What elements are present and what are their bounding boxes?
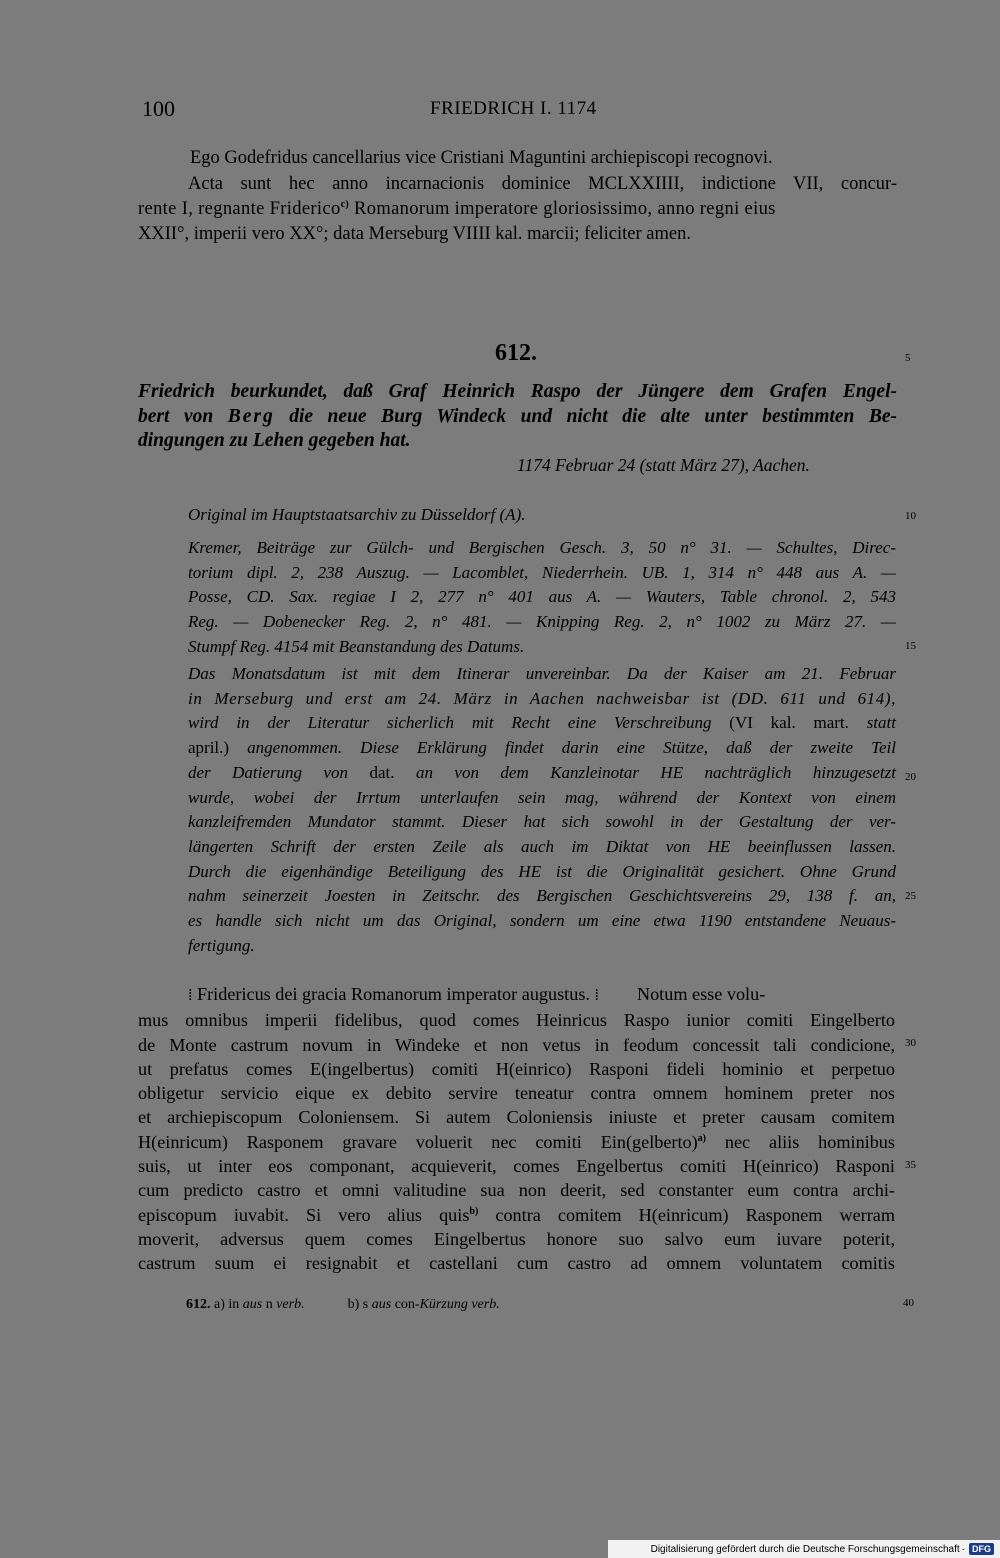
margin-line-number: 15 (905, 640, 916, 652)
editions-line-2: torium dipl. 2, 238 Auszug. — Lacomblet, Niederrhein. UB. 1, 314 n° 448 aus A. — (188, 562, 896, 582)
charter-line-10-b: contra comitem H(einricum) Rasponem werram (478, 1204, 895, 1225)
acta-line-2-text: rente I, regnante Friderico (138, 199, 341, 219)
footnote-b-con: con- (391, 1297, 420, 1312)
document-date: 1174 Februar 24 (statt März 27), Aachen. (517, 455, 810, 475)
footnote-a-label: a) in (214, 1297, 243, 1312)
acta-line-2-rest: Romanorum imperatore gloriosissimo, anno regni eius (349, 199, 776, 219)
margin-line-number: 20 (905, 771, 916, 783)
commentary-line-3-c: statt (848, 713, 896, 733)
summary-line-2 (138, 405, 897, 430)
commentary-line-4-b: angenommen. Diese Erklärung findet darin eine Stütze, daß der zweite Teil (229, 738, 896, 758)
commentary-line-7: kanzleifremden Mundator stammt. Dieser hat sich sowohl in der Gestaltung der ver- (188, 812, 896, 832)
chrismon-symbol-2: ⁞ (594, 987, 599, 1004)
summary-line-2-berg: Berg (227, 405, 275, 427)
commentary-line-5 (188, 761, 896, 786)
document-number: 612. (495, 340, 537, 366)
margin-line-number: 25 (905, 890, 916, 902)
commentary-note (188, 662, 896, 958)
footnotes (186, 1297, 500, 1313)
editions-line-1: Kremer, Beiträge zur Gülch- und Bergischen Gesch. 3, 50 n° 31. — Schultes, Direc- (188, 538, 896, 557)
commentary-line-10: nahm seinerzeit Joesten in Zeitschr. des Bergischen Geschichtsvereins 29, 138 f. an, (188, 886, 896, 906)
charter-line-1 (138, 982, 895, 1008)
footnote-b-kurzung: Kürzung verb. (419, 1297, 500, 1312)
summary-line-1: Friedrich beurkundet, daß Graf Heinrich Raspo der Jüngere dem Grafen Engel- (138, 381, 897, 402)
commentary-line-4-a: april.) (188, 738, 230, 758)
charter-line-5: obligetur servicio eique ex debito servire teneatur contra omnem hominem preter nos (138, 1083, 895, 1104)
commentary-line-11: es handle sich nicht um das Original, sondern um eine etwa 1190 entstandene Neuaus- (188, 911, 896, 931)
commentary-line-2: in Merseburg und erst am 24. März in Aachen nachweisbar ist (DD. 611 und 614), (188, 688, 896, 708)
charter-line-11: moverit, adversus quem comes Eingelbertus honore suo salvo eum iuvare poterit, (138, 1228, 895, 1249)
margin-line-number: 5 (905, 352, 911, 364)
commentary-line-5-b: dat. (369, 762, 395, 782)
commentary-line-3-b: (VI kal. mart. (729, 713, 849, 733)
acta-line-3: XXII°, imperii vero XX°; data Merseburg VIIII kal. marcii; feliciter amen. (138, 224, 691, 244)
footnote-doc-number: 612. (186, 1297, 211, 1312)
acta-line-2 (138, 197, 897, 222)
commentary-line-3-a: wird in der Literatur sicherlich mit Recht eine Verschreibung (188, 713, 730, 733)
editions-line-3: Posse, CD. Sax. regiae I 2, 277 n° 401 aus A. — Wauters, Table chronol. 2, 543 (188, 587, 896, 607)
margin-line-number: 40 (903, 1297, 914, 1309)
charter-line-3: de Monte castrum novum in Windeke et non vetus in feodum concessit tali condicione, (138, 1034, 895, 1055)
recognition-line: Ego Godefridus cancellarius vice Cristiani Maguntini archiepiscopi recognovi. (190, 148, 773, 168)
summary-line-2-c: die neue Burg Windeck und nicht die alte unter bestimmten Be- (274, 405, 897, 427)
commentary-line-6: wurde, wobei der Irrtum unterlaufen sein mag, während der Kontext von einem (188, 787, 896, 807)
document-summary (138, 380, 897, 454)
charter-line-8: suis, ut inter eos componant, acquieverit, comes Engelbertus comiti H(einrico) Rasponi (138, 1156, 895, 1177)
summary-line-3: dingungen zu Lehen gegeben hat. (138, 430, 411, 451)
footnote-a-aus: aus (242, 1297, 263, 1312)
chrismon-symbol: ⁞ (188, 987, 193, 1004)
acta-line-1: Acta sunt hec anno incarnacionis dominice MCLXXIIII, indictione VII, concur- (188, 174, 897, 194)
footnote-b-label: b) (347, 1297, 363, 1312)
footnote-mark-b: b) (469, 1205, 479, 1217)
charter-line-7 (138, 1130, 895, 1154)
charter-line-12: castrum suum ei resignabit et castellani cum castro ad omnem voluntatem comitis (138, 1253, 895, 1274)
dfg-credit-bar[interactable]: Digitalisierung gefördert durch die Deutsche Forschungsgemeinschaft · DFG (608, 1540, 1000, 1558)
margin-line-number: 30 (905, 1037, 916, 1049)
charter-text (138, 982, 895, 1276)
footnote-mark-a: a) (697, 1132, 707, 1144)
charter-line-7-a: H(einricum) Rasponem gravare voluerit nec comiti Ein(gelberto) (138, 1131, 698, 1152)
footnote-a-verb: verb. (276, 1297, 305, 1312)
commentary-line-8: längerten Schrift der ersten Zeile als auch im Diktat von HE beeinflussen lassen. (188, 836, 896, 856)
editions-line-4: Reg. — Dobenecker Reg. 2, n° 481. — Knipping Reg. 2, n° 1002 zu März 27. — (188, 612, 896, 632)
commentary-line-3 (188, 711, 896, 736)
charter-line-10-a: episcopum iuvabit. Si vero alius quis (138, 1204, 470, 1225)
charter-line-1-b: Notum esse volu- (636, 984, 766, 1004)
commentary-line-9: Durch die eigenhändige Beteiligung des HE ist die Originalität gesichert. Ohne Grund (188, 861, 896, 881)
charter-line-10 (138, 1203, 895, 1227)
charter-line-9: cum predicto castro et omni valitudine sua non deerit, sed constanter eum contra archi- (138, 1180, 895, 1201)
margin-line-number: 35 (905, 1159, 916, 1171)
commentary-line-12: fertigung. (188, 935, 255, 955)
page-number: 100 (142, 96, 175, 121)
original-line: Original im Hauptstaatsarchiv zu Düsseldorf (A). (188, 505, 526, 524)
charter-line-4: ut prefatus comes E(ingelbertus) comiti H(einrico) Rasponi fideli hominio et perpetuo (138, 1058, 895, 1079)
footnote-mark-c: c) (340, 198, 350, 210)
charter-intitulatio: Fridericus dei gracia Romanorum imperator augustus. (197, 984, 590, 1004)
dfg-credit-text: Digitalisierung gefördert durch die Deutsche Forschungsgemeinschaft (650, 1543, 960, 1555)
commentary-line-4 (188, 736, 896, 761)
summary-line-2-a: bert von (138, 405, 228, 427)
footnote-b-aus: aus (371, 1297, 392, 1312)
charter-line-7-b: nec aliis hominibus (706, 1131, 895, 1152)
dfg-logo-icon: DFG (969, 1543, 994, 1555)
footnote-b-s: s (362, 1297, 372, 1312)
running-title: FRIEDRICH I. 1174 (430, 98, 597, 119)
charter-line-2: mus omnibus imperii fidelibus, quod comes Heinricus Raspo iunior comiti Eingelberto (138, 1010, 895, 1031)
editions-note (188, 536, 896, 660)
charter-line-6: et archiepiscopum Coloniensem. Si autem Coloniensis iniuste et preter causam comitem (138, 1107, 895, 1128)
commentary-line-1: Das Monatsdatum ist mit dem Itinerar unvereinbar. Da der Kaiser am 21. Februar (188, 664, 896, 683)
commentary-line-5-a: der Datierung von (188, 762, 370, 782)
commentary-line-5-c: an von dem Kanzleinotar HE nachträglich hinzugesetzt (394, 762, 896, 782)
editions-line-5: Stumpf Reg. 4154 mit Beanstandung des Datums. (188, 636, 525, 656)
original-note (188, 503, 896, 528)
margin-line-number: 10 (905, 510, 916, 522)
footnote-a-rest: n (262, 1297, 277, 1312)
